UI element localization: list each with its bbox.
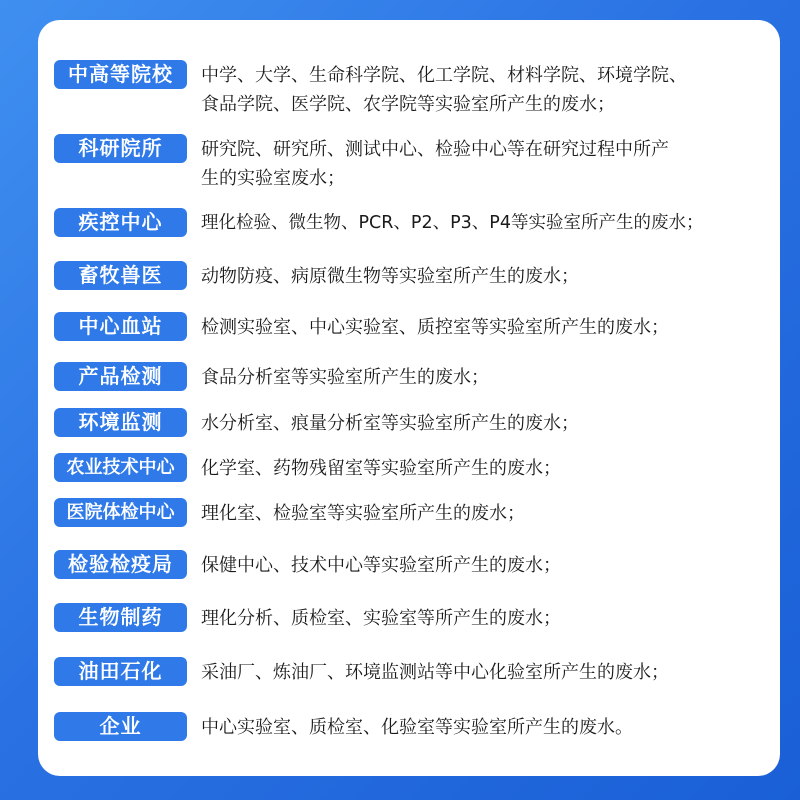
description-line: 研究院、研究所、测试中心、检验中心等在研究过程中所产 xyxy=(201,139,669,160)
category-badge: 油田石化 xyxy=(54,657,187,686)
description-line: 保健中心、技术中心等实验室所产生的废水； xyxy=(201,555,561,576)
description-line: 食品分析室等实验室所产生的废水； xyxy=(201,367,489,388)
description-line: 理化检验、微生物、PCR、P2、P3、P4等实验室所产生的废水； xyxy=(201,213,704,233)
category-description xyxy=(201,604,761,633)
category-description xyxy=(201,61,761,119)
category-badge: 疾控中心 xyxy=(54,208,187,237)
category-badge: 环境监测 xyxy=(54,408,187,437)
category-badge: 科研院所 xyxy=(54,134,187,163)
category-badge: 农业技术中心 xyxy=(54,453,187,482)
category-description xyxy=(201,313,761,342)
description-line: 中心实验室、质检室、化验室等实验室所产生的废水。 xyxy=(201,717,633,738)
description-line: 理化分析、质检室、实验室等所产生的废水； xyxy=(201,608,561,629)
category-badge: 中心血站 xyxy=(54,312,187,341)
description-line: 中学、大学、生命科学院、化工学院、材料学院、环境学院、 xyxy=(201,65,687,86)
content-card xyxy=(38,20,780,776)
category-badge: 检验检疫局 xyxy=(54,550,187,579)
category-description xyxy=(201,363,761,392)
category-description xyxy=(201,409,761,438)
category-description xyxy=(201,209,761,238)
category-description xyxy=(201,262,761,291)
description-line: 采油厂、炼油厂、环境监测站等中心化验室所产生的废水； xyxy=(201,662,669,683)
category-description xyxy=(201,135,761,193)
description-line: 生的实验室废水； xyxy=(201,168,345,189)
description-line: 检测实验室、中心实验室、质控室等实验室所产生的废水； xyxy=(201,317,669,338)
category-description xyxy=(201,551,761,580)
category-badge: 生物制药 xyxy=(54,603,187,632)
category-badge: 中高等院校 xyxy=(54,60,187,89)
category-badge: 医院体检中心 xyxy=(54,498,187,527)
category-description xyxy=(201,454,761,483)
description-line: 理化室、检验室等实验室所产生的废水； xyxy=(201,503,525,524)
category-description xyxy=(201,658,761,687)
description-line: 水分析室、痕量分析室等实验室所产生的废水； xyxy=(201,413,579,434)
description-line: 化学室、药物残留室等实验室所产生的废水； xyxy=(201,458,561,479)
category-description xyxy=(201,499,761,528)
description-line: 食品学院、医学院、农学院等实验室所产生的废水； xyxy=(201,94,615,115)
category-badge: 畜牧兽医 xyxy=(54,261,187,290)
category-badge: 企业 xyxy=(54,712,187,741)
description-line: 动物防疫、病原微生物等实验室所产生的废水； xyxy=(201,266,579,287)
category-description xyxy=(201,713,761,742)
category-badge: 产品检测 xyxy=(54,362,187,391)
